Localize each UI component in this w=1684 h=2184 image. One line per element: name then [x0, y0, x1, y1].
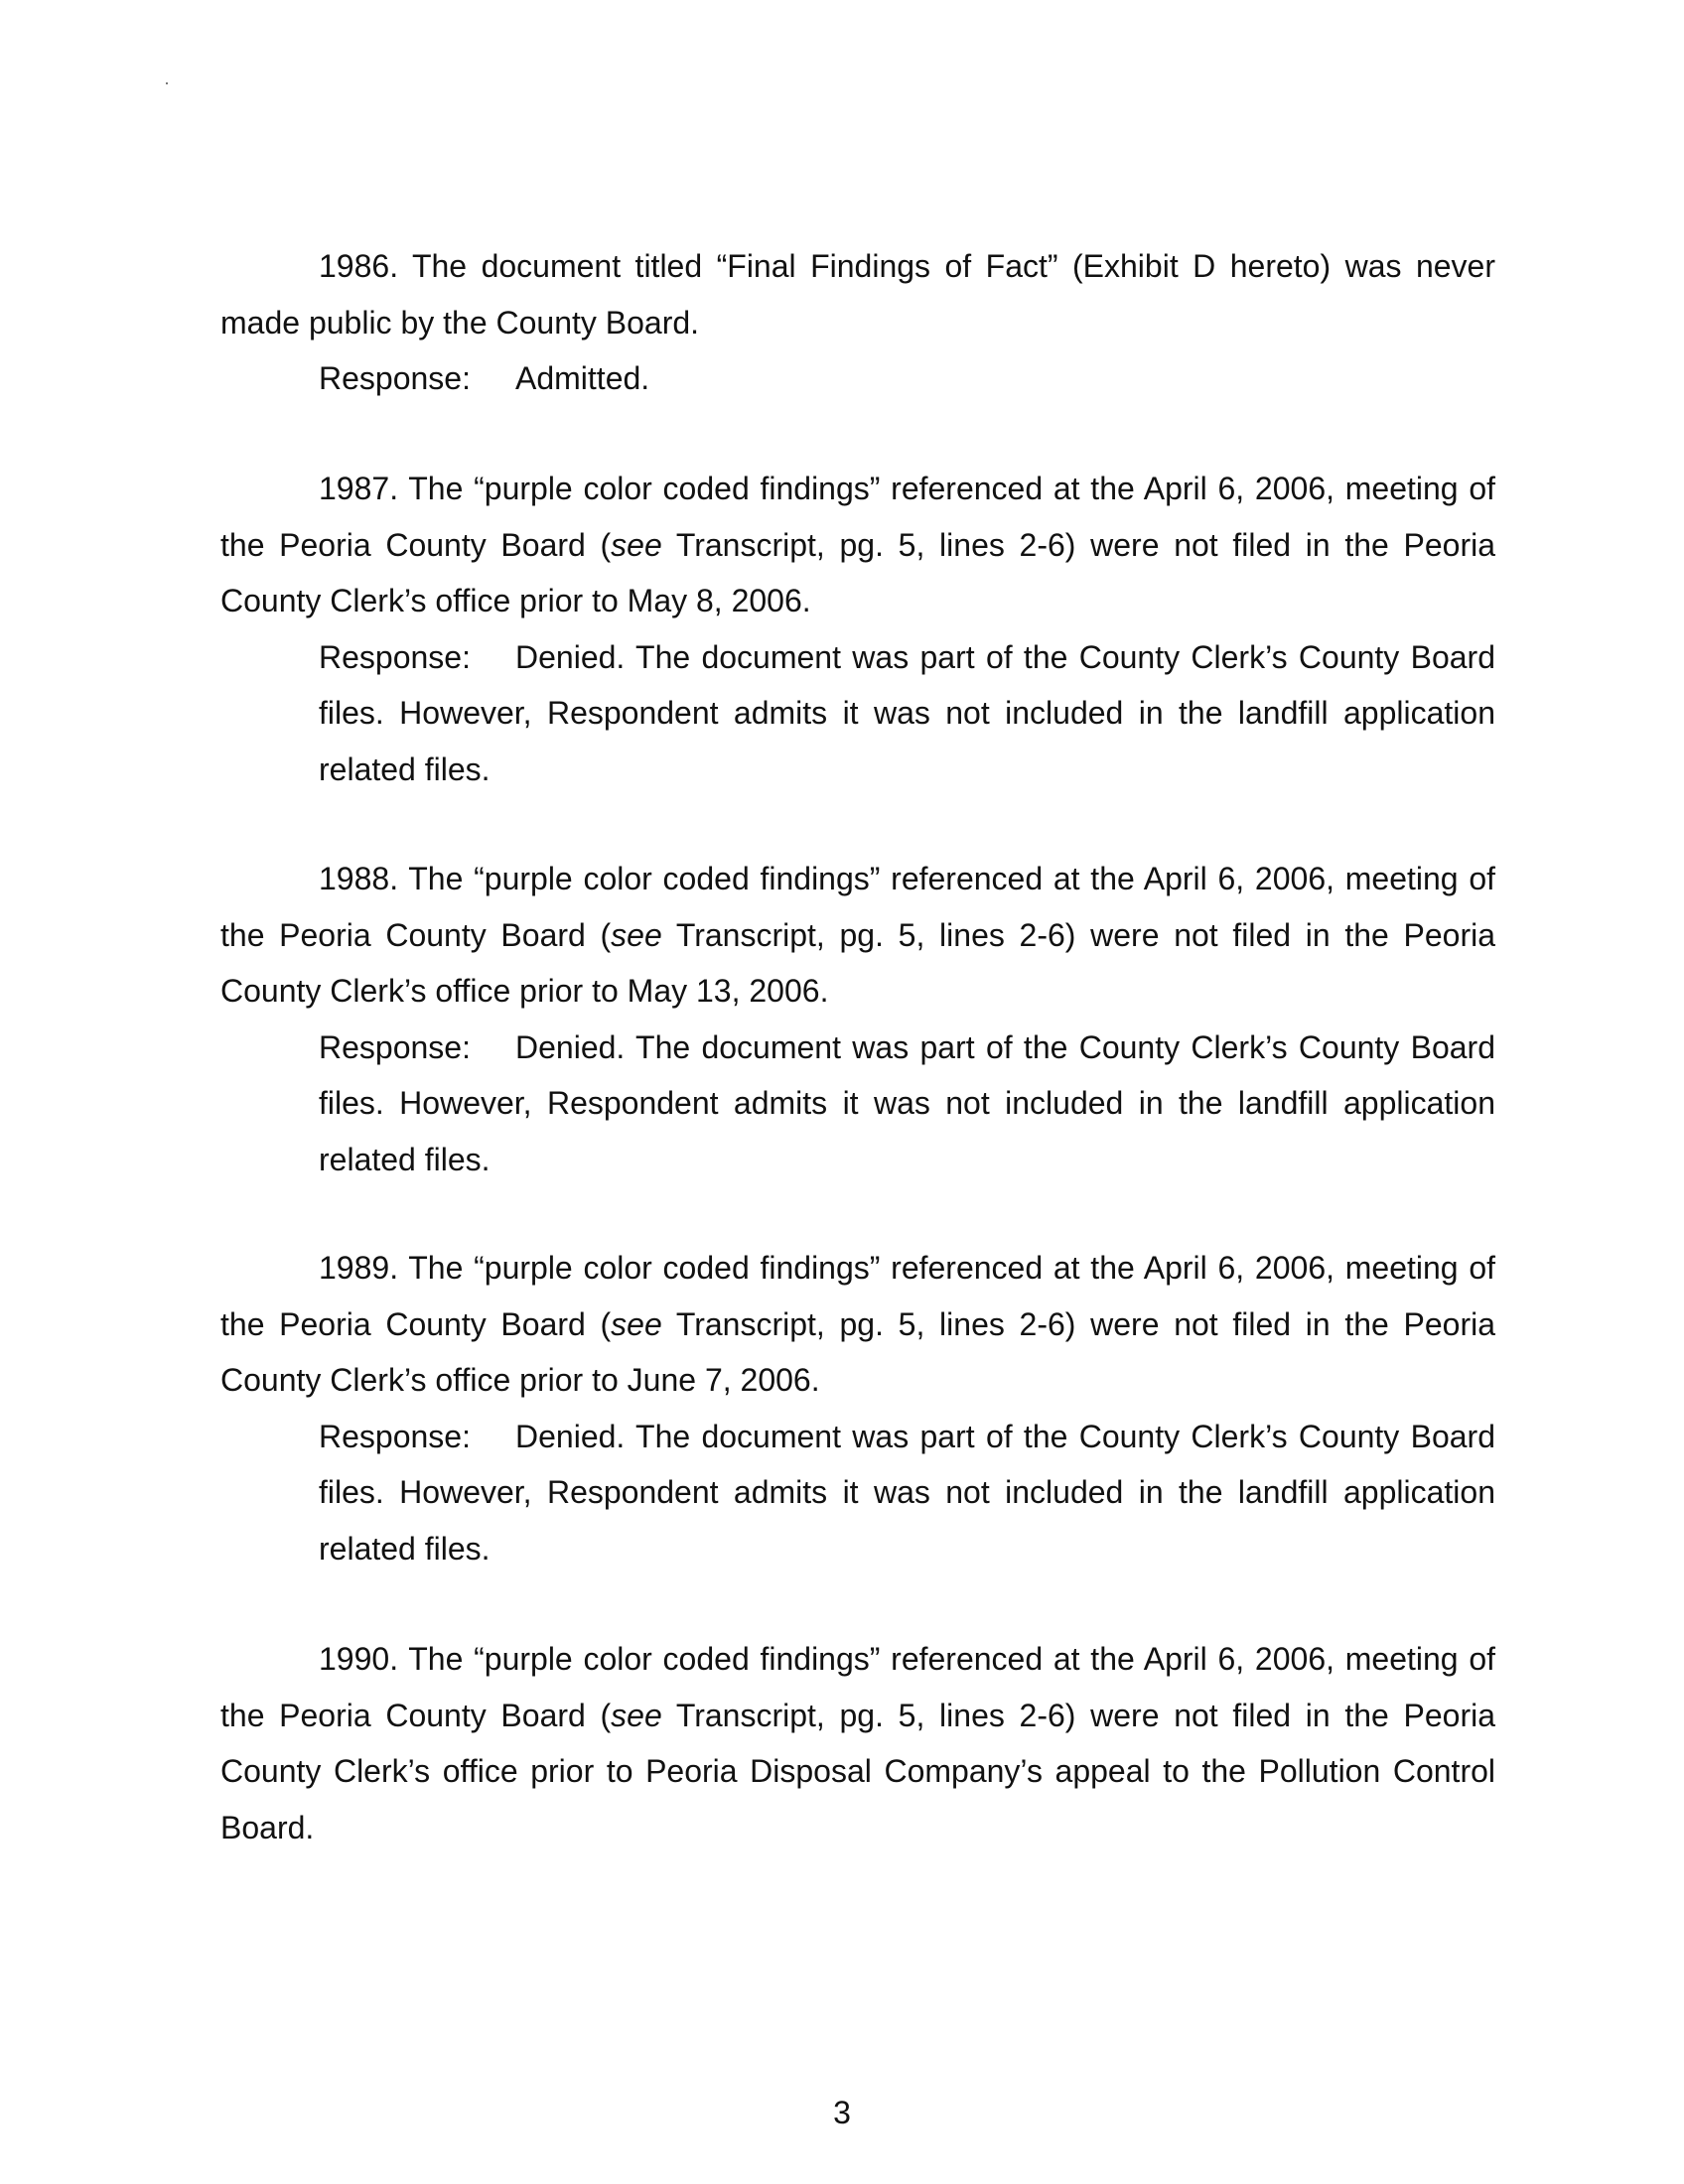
response-1989	[319, 1409, 1495, 1577]
request-1989: 1989. The “purple color coded findings” referenced at the April 6, 2006, meeting of the Peoria County Board (see Transcript, pg. 5, lines 2-6) were not filed in the Peoria County Clerk’s office prior to June 7, 2006.	[220, 1250, 1496, 1398]
response-label: Response:	[319, 638, 471, 675]
item-1987	[220, 461, 1495, 797]
request-1987: 1987. The “purple color coded findings” referenced at the April 6, 2006, meeting of the Peoria County Board (see Transcript, pg. 5, lines 2-6) were not filed in the Peoria County Clerk’s office prior to May 8, 2006.	[220, 471, 1496, 618]
response-1988	[319, 1020, 1495, 1188]
request-1986: 1986. The document titled “Final Findings of Fact” (Exhibit D hereto) was never made public by the County Board.	[220, 248, 1495, 341]
see-italic: see	[611, 1697, 662, 1733]
response-label: Response:	[319, 1418, 471, 1454]
item-1986	[220, 238, 1495, 407]
item-1989	[220, 1240, 1495, 1576]
page-number: 3	[833, 2095, 851, 2130]
request-1990: 1990. The “purple color coded findings” referenced at the April 6, 2006, meeting of the Peoria County Board (see Transcript, pg. 5, lines 2-6) were not filed in the Peoria County Clerk’s office prior to Peoria Disposal Company’s appeal to the Pollution Control Board.	[220, 1641, 1496, 1845]
response-label: Response:	[319, 360, 471, 396]
request-1988: 1988. The “purple color coded findings” referenced at the April 6, 2006, meeting of the Peoria County Board (see Transcript, pg. 5, lines 2-6) were not filed in the Peoria County Clerk’s office prior to May 13, 2006.	[220, 861, 1496, 1009]
see-italic: see	[611, 916, 662, 953]
see-italic: see	[611, 1305, 662, 1342]
item-1990	[220, 1631, 1495, 1855]
item-1988	[220, 851, 1495, 1187]
response-1986	[319, 350, 1495, 407]
scan-speck	[166, 82, 168, 84]
response-label: Response:	[319, 1028, 471, 1065]
response-1987	[319, 629, 1495, 798]
see-italic: see	[611, 526, 662, 563]
response-text: Denied. The document was part of the County Clerk’s County Board files. However, Respondent admits it was not included in the landfill application related files.	[319, 1028, 1495, 1177]
response-text: Admitted.	[515, 360, 650, 396]
response-text: Denied. The document was part of the County Clerk’s County Board files. However, Respondent admits it was not included in the landfill application related files.	[319, 1418, 1495, 1567]
response-text: Denied. The document was part of the County Clerk’s County Board files. However, Respondent admits it was not included in the landfill application related files.	[319, 638, 1495, 787]
